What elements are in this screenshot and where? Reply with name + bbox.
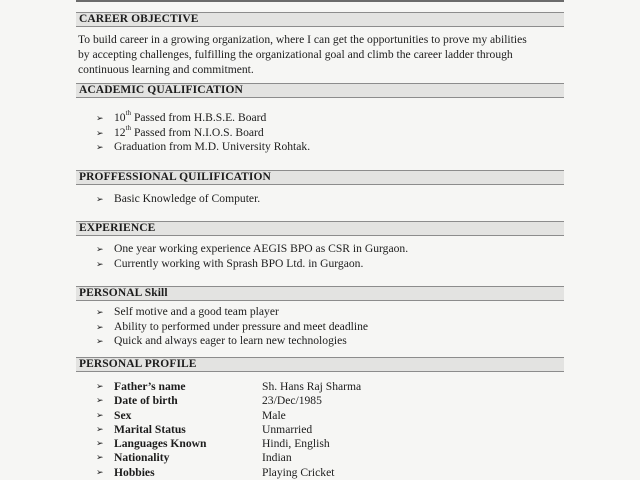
profile-label: Sex	[114, 408, 132, 422]
ordinal-suffix: th	[125, 109, 132, 118]
list-item	[96, 334, 368, 349]
profile-value: Indian	[262, 451, 292, 465]
academic-list	[96, 111, 310, 155]
objective-line: by accepting challenges, fulfilling the organizational goal and climb the career ladder through	[78, 48, 513, 61]
arrow-bullet-icon: ➢	[96, 382, 104, 392]
list-item	[96, 123, 310, 141]
arrow-bullet-icon: ➢	[96, 396, 104, 407]
arrow-bullet-icon: ➢	[96, 439, 104, 450]
profile-row	[96, 409, 496, 423]
profile-label: Nationality	[114, 451, 170, 465]
profile-value: Hindi, English	[262, 437, 330, 451]
academic-item-text: Passed from N.I.O.S. Board	[131, 125, 264, 139]
objective-line: To build career in a growing organization, where I can get the opportunities to prove my abilities	[78, 33, 527, 46]
profile-value: Playing Cricket	[262, 465, 335, 479]
professional-heading: PROFFESSIONAL QUILIFICATION	[76, 170, 564, 185]
profile-row	[96, 466, 496, 480]
ordinal-suffix: th	[125, 123, 132, 132]
experience-heading: EXPERIENCE	[76, 221, 564, 236]
grade-number: 12	[114, 125, 126, 139]
professional-item-text: Basic Knowledge of Computer.	[114, 192, 261, 205]
arrow-bullet-icon: ➢	[96, 259, 104, 270]
profile-row	[96, 394, 496, 408]
career-objective-heading: CAREER OBJECTIVE	[76, 12, 564, 27]
profile-row	[96, 437, 496, 451]
profile-heading: PERSONAL PROFILE	[76, 357, 564, 372]
academic-item-text: Passed from H.B.S.E. Board	[131, 111, 267, 124]
profile-table	[96, 380, 496, 480]
list-item	[96, 242, 408, 257]
profile-row	[96, 423, 496, 437]
arrow-bullet-icon: ➢	[96, 467, 104, 478]
skill-item-text: Quick and always eager to learn new technologies	[114, 334, 347, 347]
profile-row	[96, 380, 496, 394]
arrow-bullet-icon: ➢	[96, 245, 104, 255]
arrow-bullet-icon: ➢	[96, 453, 104, 464]
profile-row	[96, 451, 496, 465]
arrow-bullet-icon: ➢	[96, 195, 104, 205]
list-item	[96, 140, 310, 155]
experience-item-text: Currently working with Sprash BPO Ltd. in Gurgaon.	[114, 256, 364, 270]
experience-list	[96, 242, 408, 271]
profile-value: Sh. Hans Raj Sharma	[262, 380, 362, 393]
profile-label: Father’s name	[114, 380, 186, 393]
profile-value: Male	[262, 408, 286, 422]
profile-label: Hobbies	[114, 465, 155, 479]
arrow-bullet-icon: ➢	[96, 337, 104, 347]
list-item	[96, 192, 260, 207]
professional-list	[96, 192, 260, 207]
career-objective-text	[78, 32, 568, 77]
list-item	[96, 320, 368, 335]
skills-heading: PERSONAL Skill	[76, 286, 564, 301]
arrow-bullet-icon: ➢	[96, 143, 104, 153]
experience-item-text: One year working experience AEGIS BPO as CSR in Gurgaon.	[114, 242, 409, 255]
grade-number: 10	[114, 111, 126, 124]
top-divider	[76, 0, 564, 2]
list-item	[96, 257, 408, 272]
skill-item-text: Self motive and a good team player	[114, 305, 279, 318]
arrow-bullet-icon: ➢	[96, 114, 104, 124]
list-item	[96, 305, 368, 320]
profile-label: Date of birth	[114, 394, 178, 408]
profile-label: Languages Known	[114, 437, 207, 451]
arrow-bullet-icon: ➢	[96, 128, 104, 139]
skill-item-text: Ability to performed under pressure and meet deadline	[114, 319, 369, 333]
arrow-bullet-icon: ➢	[96, 308, 104, 318]
profile-label: Marital Status	[114, 422, 186, 436]
academic-heading: ACADEMIC QUALIFICATION	[76, 83, 564, 98]
arrow-bullet-icon: ➢	[96, 322, 104, 333]
academic-item-text: Graduation from M.D. University Rohtak.	[114, 140, 311, 153]
profile-value: 23/Dec/1985	[262, 394, 322, 408]
skills-list	[96, 305, 368, 349]
objective-line: continuous learning and commitment.	[78, 63, 254, 76]
arrow-bullet-icon: ➢	[96, 424, 104, 435]
profile-value: Unmarried	[262, 422, 313, 436]
arrow-bullet-icon: ➢	[96, 410, 104, 421]
